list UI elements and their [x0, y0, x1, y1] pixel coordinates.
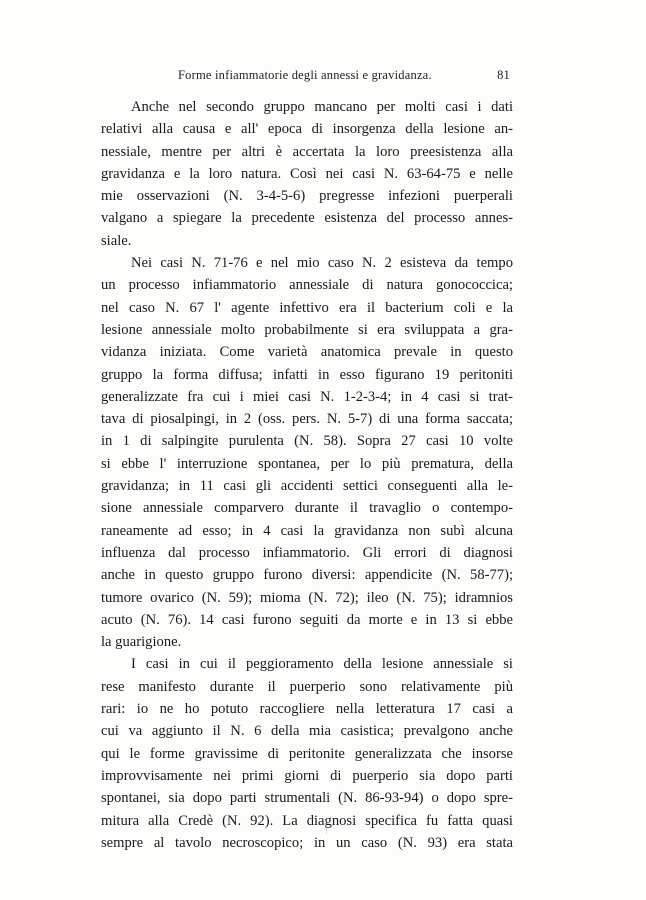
page-number: 81 [497, 68, 510, 82]
running-title: Forme infiammatorie degli annessi e gravidanza. [178, 68, 432, 82]
text-line: anche in questo gruppo furono diversi: appendicite (N. 58-77); [101, 567, 513, 584]
text-line: siale. [101, 232, 132, 249]
paper-speck [326, 828, 327, 834]
text-line: nessiale, mentre per altri è accertata la loro preesistenza alla [101, 143, 513, 160]
text-line: valgano a spiegare la precedente esistenza del processo annes- [101, 210, 513, 227]
text-line: mie osservazioni (N. 3-4-5-6) pregresse infezioni puerperali [101, 188, 513, 205]
text-line: lesione annessiale molto probabilmente si era sviluppata a gra- [101, 321, 513, 338]
text-line: tava di piosalpingi, in 2 (oss. pers. N. 5-7) di una forma saccata; [101, 411, 513, 428]
text-line: sione annessiale comparvero durante il travaglio o contempo- [101, 500, 513, 517]
text-line: improvvisamente nei primi giorni di puerperio sia dopo parti [101, 767, 513, 784]
text-line: I casi in cui il peggioramento della lesione annessiale si [131, 656, 513, 673]
text-line: Nei casi N. 71-76 e nel mio caso N. 2 esisteva da tempo [131, 255, 513, 272]
text-line: mitura alla Credè (N. 92). La diagnosi specifica fu fatta quasi [101, 812, 513, 829]
text-line: rese manifesto durante il puerperio sono relativamente più [101, 678, 513, 695]
text-line: si ebbe l' interruzione spontanea, per lo più prematura, della [101, 455, 513, 472]
body-text [101, 96, 513, 854]
text-line: gravidanza e la loro natura. Così nei casi N. 63-64-75 e nelle [101, 165, 513, 182]
text-line: relativi alla causa e all' epoca di insorgenza della lesione an- [101, 121, 513, 138]
text-line: cui va aggiunto il N. 6 della mia casistica; prevalgono anche [101, 723, 513, 740]
text-line: tumore ovarico (N. 59); mioma (N. 72); ileo (N. 75); idramnios [101, 589, 513, 606]
text-line: in 1 di salpingite purulenta (N. 58). Sopra 27 casi 10 volte [101, 433, 513, 450]
text-line: vidanza iniziata. Come varietà anatomica prevale in questo [101, 344, 513, 361]
text-line: nel caso N. 67 l' agente infettivo era il bacterium coli e la [101, 299, 513, 316]
text-line: sempre al tavolo necroscopico; in un caso (N. 93) era stata [101, 834, 513, 851]
text-line: spontanei, sia dopo parti strumentali (N. 86-93-94) o dopo spre- [101, 790, 513, 807]
text-line: gravidanza; in 11 casi gli accidenti settici conseguenti alla le- [101, 478, 513, 495]
running-head [178, 68, 510, 86]
text-line: Anche nel secondo gruppo mancano per molti casi i dati [131, 99, 513, 115]
text-line: la guarigione. [101, 634, 182, 651]
text-line: un processo infiammatorio annessiale di natura gonococcica; [101, 277, 513, 294]
text-line: acuto (N. 76). 14 casi furono seguiti da morte e in 13 si ebbe [101, 611, 513, 628]
text-line: influenza dal processo infiammatorio. Gli errori di diagnosi [101, 544, 513, 561]
text-line: rari: io ne ho potuto raccogliere nella letteratura 17 casi a [101, 701, 513, 718]
text-line: raneamente ad esso; in 4 casi la gravidanza non subì alcuna [101, 522, 513, 539]
text-line: gruppo la forma diffusa; infatti in esso figurano 19 peritoniti [101, 366, 513, 383]
text-line: qui le forme gravissime di peritonite generalizzata che insorse [101, 745, 513, 762]
text-line: generalizzate fra cui i miei casi N. 1-2-3-4; in 4 casi si trat- [101, 388, 513, 405]
